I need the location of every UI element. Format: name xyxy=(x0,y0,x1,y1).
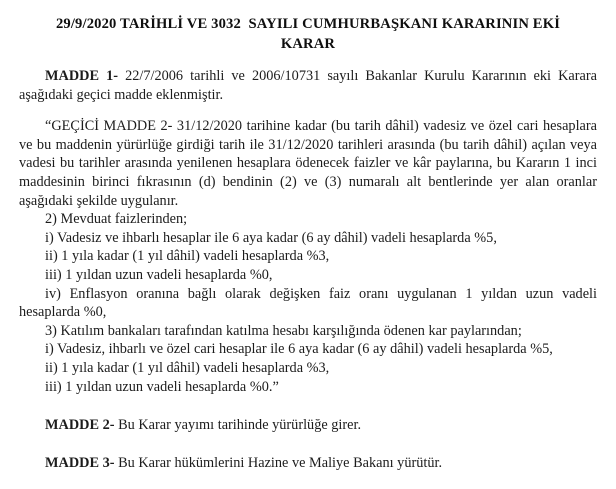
madde-1-paragraph xyxy=(19,67,597,104)
madde-2-paragraph xyxy=(19,416,597,435)
madde-1-label: MADDE 1- xyxy=(45,68,118,84)
madde-2-text: Bu Karar yayımı tarihinde yürürlüğe girer. xyxy=(114,417,362,434)
section-gecici-madde-2 xyxy=(19,117,597,210)
clause-2-block xyxy=(19,210,597,322)
clause-3-block xyxy=(19,322,597,396)
gecici-madde-2-paragraph: “GEÇİCİ MADDE 2- 31/12/2020 tarihine kadar (bu tarih dâhil) vadesiz ve özel cari hesaplara ve bu maddenin yürürlüğe girdiği tarih ile 31/12/2020 tarihleri arasında (bu tarih dâhil) açılan veya vadesi bu tarihler arasında yenilenen hesaplara ödenecek faizler ve kâr paylarına, bu Kararın 1 inci maddesinin birinci fıkrasının (d) bendinin (2) ve (3) numaralı alt bentlerinde yer alan oranlar aşağıdaki şekilde uygulanır. xyxy=(19,118,597,209)
page-title-line-2: KARAR xyxy=(280,36,336,52)
section-madde-3 xyxy=(19,454,597,473)
clause-2-item-ii: ii) 1 yıla kadar (1 yıl dâhil) vadeli hesaplarda %3, xyxy=(45,248,330,265)
clause-2-heading: 2) Mevduat faizlerinden; xyxy=(45,211,188,228)
madde-3-label: MADDE 3- xyxy=(45,454,115,471)
clause-3-item-ii: ii) 1 yıla kadar (1 yıl dâhil) vadeli hesaplarda %3, xyxy=(45,359,330,376)
section-madde-2 xyxy=(19,416,597,435)
section-madde-1 xyxy=(19,67,597,104)
page-title xyxy=(19,0,597,54)
madde-3-paragraph xyxy=(19,454,597,473)
clause-2-item-iii: iii) 1 yıldan uzun vadeli hesaplarda %0, xyxy=(45,266,273,283)
madde-3-text: Bu Karar hükümlerini Hazine ve Maliye Bakanı yürütür. xyxy=(114,454,443,471)
madde-1-text: 22/7/2006 tarihli ve 2006/10731 sayılı Bakanlar Kurulu Kararının eki Karara aşağıdaki geçici madde eklenmiştir. xyxy=(19,68,597,103)
page-title-line-1: 29/9/2020 TARİHLİ VE 3032 SAYILI CUMHURBAŞKANI KARARININ EKİ xyxy=(55,16,561,32)
clause-3-item-i: i) Vadesiz, ihbarlı ve özel cari hesaplar ile 6 aya kadar (6 ay dâhil) vadeli hesaplarda %5, xyxy=(45,341,553,358)
madde-2-label: MADDE 2- xyxy=(45,417,115,434)
clause-2-item-iv: iv) Enflasyon oranına bağlı olarak değişken faiz oranı uygulanan 1 yıldan uzun vadeli hesaplarda %0, xyxy=(19,285,597,321)
clause-3-item-iii: iii) 1 yıldan uzun vadeli hesaplarda %0.” xyxy=(45,378,279,395)
document-body xyxy=(19,0,597,472)
clause-2-item-i: i) Vadesiz ve ihbarlı hesaplar ile 6 aya kadar (6 ay dâhil) vadeli hesaplarda %5, xyxy=(45,229,497,246)
clause-3-heading: 3) Katılım bankaları tarafından katılma hesabı karşılığında ödenen kar paylarından; xyxy=(45,322,522,339)
